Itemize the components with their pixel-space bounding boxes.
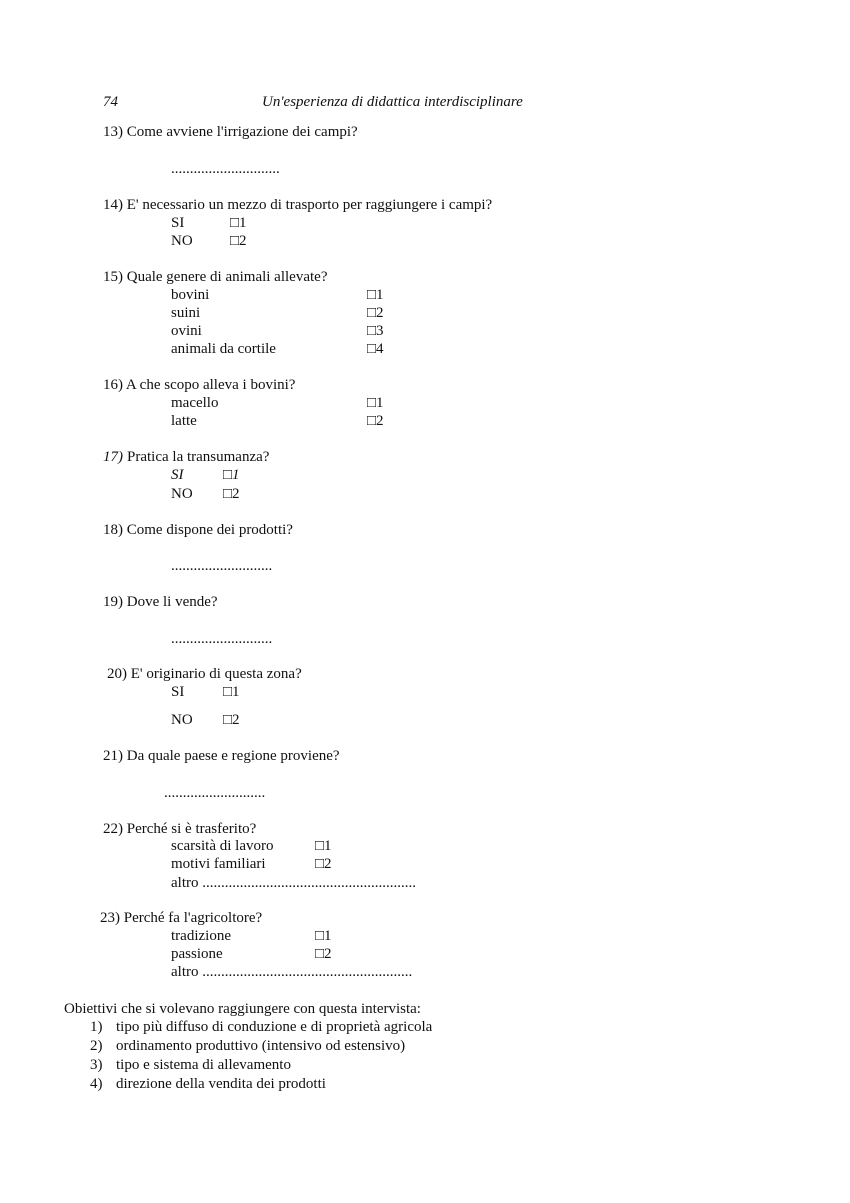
question-20: 20) E' originario di questa zona? [107, 666, 302, 682]
answer-blank-21: ........................... [164, 785, 266, 801]
other-answer-line: altro ......................................................... [171, 875, 416, 891]
checkbox-code: □2 [367, 305, 384, 321]
objective-number: 2) [90, 1038, 103, 1054]
option-label: motivi familiari [171, 856, 266, 872]
option-label: animali da cortile [171, 341, 276, 357]
option-label: macello [171, 395, 219, 411]
objective-number: 1) [90, 1019, 103, 1035]
checkbox-code: □1 [367, 395, 384, 411]
question-number-17: 17) [103, 449, 123, 465]
question-21: 21) Da quale paese e regione proviene? [103, 748, 340, 764]
checkbox-code: □2 [230, 233, 247, 249]
other-answer-line: altro ........................................................ [171, 964, 413, 980]
option-label: SI [171, 215, 185, 231]
option-label: NO [171, 712, 193, 728]
answer-blank-19: ........................... [171, 631, 273, 647]
option-label: NO [171, 233, 193, 249]
objectives-intro: Obiettivi che si volevano raggiungere con questa intervista: [64, 1001, 421, 1017]
question-15: 15) Quale genere di animali allevate? [103, 269, 328, 285]
option-label: NO [171, 486, 193, 502]
checkbox-code: □1 [223, 467, 240, 483]
objective-item: direzione della vendita dei prodotti [116, 1076, 326, 1092]
option-label: SI [171, 467, 184, 483]
question-23: 23) Perché fa l'agricoltore? [100, 910, 263, 926]
checkbox-code: □2 [367, 413, 384, 429]
page-number: 74 [103, 94, 118, 110]
option-label: latte [171, 413, 197, 429]
question-19: 19) Dove li vende? [103, 594, 218, 610]
checkbox-code: □4 [367, 341, 384, 357]
checkbox-code: □1 [367, 287, 384, 303]
option-label: ovini [171, 323, 202, 339]
objective-number: 4) [90, 1076, 103, 1092]
running-title: Un'esperienza di didattica interdisciplinare [262, 94, 523, 110]
objective-number: 3) [90, 1057, 103, 1073]
objective-item: tipo più diffuso di conduzione e di proprietà agricola [116, 1019, 433, 1035]
checkbox-code: □2 [315, 946, 332, 962]
objective-item: tipo e sistema di allevamento [116, 1057, 291, 1073]
checkbox-code: □2 [223, 486, 240, 502]
option-label: suini [171, 305, 201, 321]
checkbox-code: □1 [230, 215, 247, 231]
checkbox-code: □1 [315, 838, 332, 854]
question-13: 13) Come avviene l'irrigazione dei campi? [103, 124, 358, 140]
question-17: Pratica la transumanza? [127, 449, 270, 465]
question-14: 14) E' necessario un mezzo di trasporto per raggiungere i campi? [103, 197, 493, 213]
question-22: 22) Perché si è trasferito? [103, 821, 257, 837]
option-label: scarsità di lavoro [171, 838, 274, 854]
answer-blank-18: ........................... [171, 558, 273, 574]
checkbox-code: □2 [223, 712, 240, 728]
option-label: passione [171, 946, 223, 962]
answer-blank-13: ............................. [171, 161, 280, 177]
question-16: 16) A che scopo alleva i bovini? [103, 377, 296, 393]
objective-item: ordinamento produttivo (intensivo od estensivo) [116, 1038, 406, 1054]
option-label: SI [171, 684, 185, 700]
option-label: bovini [171, 287, 210, 303]
checkbox-code: □1 [223, 684, 240, 700]
checkbox-code: □1 [315, 928, 332, 944]
option-label: tradizione [171, 928, 231, 944]
checkbox-code: □2 [315, 856, 332, 872]
checkbox-code: □3 [367, 323, 384, 339]
question-18: 18) Come dispone dei prodotti? [103, 522, 293, 538]
